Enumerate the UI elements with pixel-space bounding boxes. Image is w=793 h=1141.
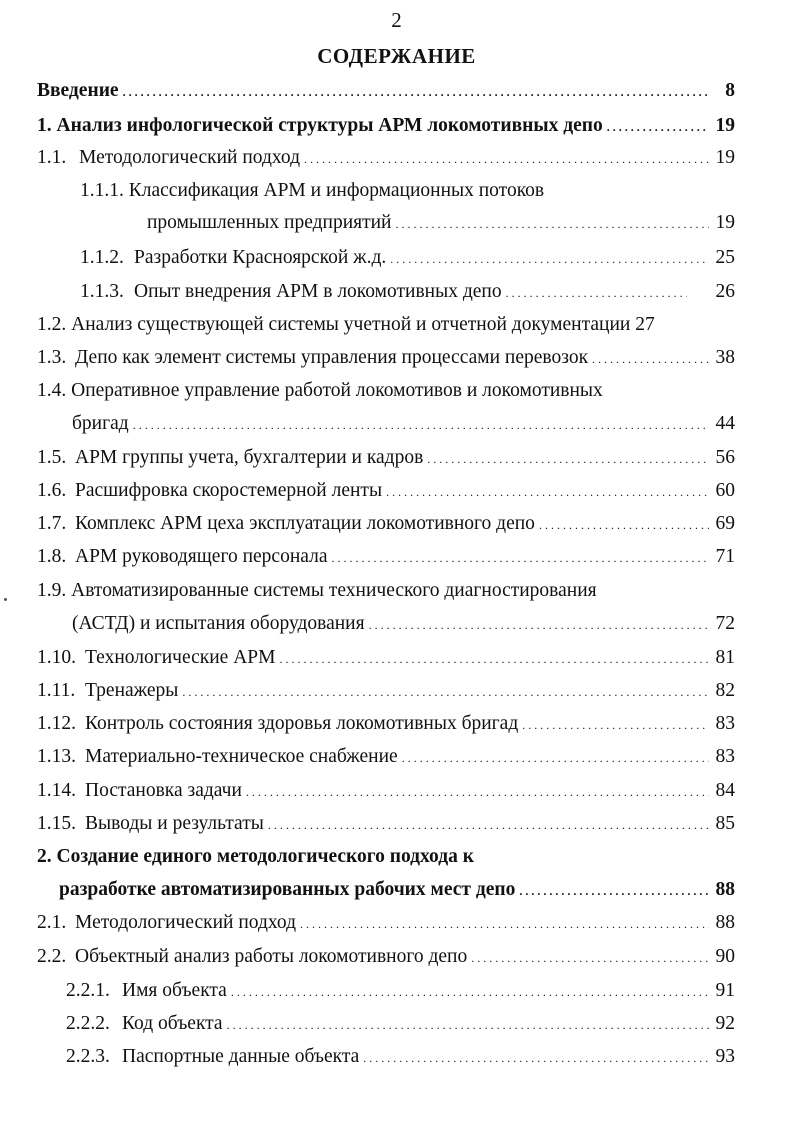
toc-entry-page: 93 <box>715 1046 735 1067</box>
toc-entry-number: 1.3. <box>37 347 67 368</box>
toc-entry-page: 19 <box>715 115 735 136</box>
toc-entry-page: 60 <box>715 480 735 501</box>
toc-entry-label: промышленных предприятий <box>147 212 392 233</box>
toc-entry-page: 44 <box>715 413 735 434</box>
toc-entry-number: 2.2.2. <box>66 1013 110 1034</box>
toc-entry-1-1-2[interactable] <box>80 247 735 269</box>
toc-entry-number: 1.1. <box>37 147 67 168</box>
toc-entry-label: Опыт внедрения АРМ в локомотивных депо <box>134 281 502 302</box>
toc-entry-page: 88 <box>715 879 735 900</box>
toc-entry-1-9[interactable] <box>72 613 735 635</box>
toc-entry-page: 71 <box>715 546 735 567</box>
scan-artifact <box>4 598 7 601</box>
toc-entry-1-1-1[interactable] <box>147 212 735 234</box>
dot-leader <box>471 946 709 968</box>
toc-entry-1-1-1-line1[interactable] <box>80 180 544 202</box>
toc-entry-page: 19 <box>715 147 735 168</box>
toc-entry-label: Материально-техническое снабжение <box>85 746 398 767</box>
dot-leader <box>363 1046 709 1068</box>
toc-entry-page: 90 <box>715 946 735 967</box>
dot-leader <box>331 546 709 568</box>
page-title: СОДЕРЖАНИЕ <box>317 44 476 68</box>
toc-entry-page: 84 <box>715 780 735 801</box>
dot-leader <box>396 212 710 234</box>
toc-entry-page: 38 <box>715 347 735 368</box>
toc-entry-label: АРМ руководящего персонала <box>75 546 328 567</box>
toc-entry-2-2-1[interactable] <box>66 980 735 1002</box>
toc-entry-2-2[interactable] <box>37 946 735 968</box>
toc-entry-1-12[interactable] <box>37 713 735 735</box>
toc-entry-number: 1.7. <box>37 513 67 534</box>
toc-entry-number: 1.8. <box>37 546 67 567</box>
toc-entry-label-line1: Автоматизированные системы технического диагностирования <box>71 580 597 601</box>
toc-entry-label: Анализ существующей системы учетной и отчетной документации <box>71 314 631 335</box>
toc-entry-number: 1.12. <box>37 713 76 734</box>
toc-entry-label-line1: Классификация АРМ и информационных потоков <box>128 180 545 201</box>
toc-entry-2-1[interactable] <box>37 912 735 934</box>
toc-entry-1-7[interactable] <box>37 513 735 535</box>
toc-entry-number: 1.15. <box>37 813 76 834</box>
toc-entry-number: 2.1. <box>37 912 67 933</box>
toc-entry-number: 1. <box>37 115 52 136</box>
toc-entry-label: Анализ инфологической структуры АРМ локомотивных депо <box>56 115 603 136</box>
toc-entry-1-1[interactable] <box>37 147 735 169</box>
toc-entry-label: Расшифровка скоростемерной ленты <box>75 480 383 501</box>
toc-entry-page: 69 <box>715 513 735 534</box>
dot-leader <box>607 115 709 137</box>
toc-entry-1-6[interactable] <box>37 480 735 502</box>
toc-entry-label-line1: Оперативное управление работой локомотивов и локомотивных <box>71 380 603 401</box>
dot-leader <box>304 147 709 169</box>
dot-leader <box>519 879 709 901</box>
toc-entry-label: Контроль состояния здоровья локомотивных бригад <box>85 713 519 734</box>
toc-entry-1-4-line1[interactable] <box>37 380 603 402</box>
toc-entry-page: 56 <box>715 447 735 468</box>
toc-entry-number: 2.2.1. <box>66 980 110 1001</box>
toc-entry-1-11[interactable] <box>37 680 735 702</box>
toc-entry-1-14[interactable] <box>37 780 735 802</box>
toc-entry-2-2-3[interactable] <box>66 1046 735 1068</box>
toc-entry-page: 88 <box>715 912 735 933</box>
toc-entry-number: 1.13. <box>37 746 76 767</box>
toc-entry-1-3[interactable] <box>37 347 735 369</box>
toc-entry-number: 1.11. <box>37 680 76 701</box>
toc-entry-number: 1.10. <box>37 647 76 668</box>
dot-leader <box>386 480 709 502</box>
toc-entry-label: Введение <box>37 80 119 101</box>
toc-entry-label: Методологический подход <box>79 147 301 168</box>
toc-entry-label: бригад <box>72 413 129 434</box>
toc-entry-label: Разработки Красноярской ж.д. <box>134 247 387 268</box>
toc-entry-page: 72 <box>715 613 735 634</box>
dot-leader <box>231 980 709 1002</box>
dot-leader <box>369 613 709 635</box>
dot-leader <box>279 647 709 669</box>
toc-entry-page: 26 <box>715 281 735 302</box>
dot-leader <box>390 247 709 269</box>
toc-entry-chapter-1[interactable] <box>37 115 735 137</box>
toc-entry-label: Паспортные данные объекта <box>122 1046 360 1067</box>
toc-entry-1-1-3[interactable] <box>80 281 735 303</box>
toc-entry-label: (АСТД) и испытания оборудования <box>72 613 365 634</box>
toc-entry-introduction[interactable] <box>37 80 735 102</box>
toc-entry-1-10[interactable] <box>37 647 735 669</box>
page-number: 2 <box>391 8 402 32</box>
toc-entry-number: 1.2. <box>37 314 67 335</box>
dot-leader <box>268 813 709 835</box>
toc-entry-label: Объектный анализ работы локомотивного депо <box>75 946 468 967</box>
dot-leader <box>506 281 687 303</box>
toc-entry-page: 83 <box>715 746 735 767</box>
toc-entry-number: 1.14. <box>37 780 76 801</box>
toc-entry-1-9-line1[interactable] <box>37 580 597 602</box>
dot-leader <box>522 713 709 735</box>
toc-entry-page: 81 <box>715 647 735 668</box>
toc-entry-number: 1.4. <box>37 380 67 401</box>
toc-entry-1-4[interactable] <box>72 413 735 435</box>
dot-leader <box>133 413 709 435</box>
dot-leader <box>539 513 709 535</box>
toc-entry-page: 85 <box>715 813 735 834</box>
toc-entry-1-15[interactable] <box>37 813 735 835</box>
toc-entry-number: 1.1.1. <box>80 180 124 201</box>
toc-entry-number: 1.5. <box>37 447 67 468</box>
toc-entry-label: АРМ группы учета, бухгалтерии и кадров <box>75 447 424 468</box>
toc-entry-number: 2. <box>37 846 52 867</box>
dot-leader <box>182 680 709 702</box>
toc-entry-label: Имя объекта <box>122 980 227 1001</box>
toc-entry-label: разработке автоматизированных рабочих мест депо <box>59 879 516 900</box>
toc-entry-number: 2.2.3. <box>66 1046 110 1067</box>
dot-leader <box>300 912 709 934</box>
toc-entry-label: Постановка задачи <box>85 780 242 801</box>
toc-entry-chapter-2[interactable] <box>59 879 735 901</box>
dot-leader <box>427 447 709 469</box>
dot-leader <box>227 1013 709 1035</box>
toc-entry-1-13[interactable] <box>37 746 735 768</box>
toc-entry-label: Депо как элемент системы управления процессами перевозок <box>75 347 589 368</box>
dot-leader <box>246 780 709 802</box>
toc-entry-label: Тренажеры <box>85 680 179 701</box>
dot-leader <box>123 80 709 102</box>
dot-leader <box>592 347 709 369</box>
toc-entry-number: 1.1.3. <box>80 281 124 302</box>
toc-entry-2-2-2[interactable] <box>66 1013 735 1035</box>
toc-entry-page: 92 <box>715 1013 735 1034</box>
toc-entry-page: 83 <box>715 713 735 734</box>
toc-entry-number: 1.9. <box>37 580 67 601</box>
toc-entry-label: Комплекс АРМ цеха эксплуатации локомотивного депо <box>75 513 535 534</box>
toc-entry-page: 19 <box>715 212 735 233</box>
toc-entry-page: 91 <box>715 980 735 1001</box>
toc-entry-page: 8 <box>725 80 735 101</box>
toc-entry-label: Методологический подход <box>75 912 297 933</box>
toc-entry-page: 82 <box>715 680 735 701</box>
dot-leader <box>402 746 709 768</box>
toc-entry-number: 2.2. <box>37 946 67 967</box>
toc-entry-label-line1: Создание единого методологического подхода к <box>56 846 474 867</box>
toc-entry-1-2[interactable] <box>37 314 655 336</box>
toc-entry-page: 27 <box>635 314 655 335</box>
toc-entry-number: 1.6. <box>37 480 67 501</box>
toc-entry-chapter-2-line1[interactable] <box>37 846 474 868</box>
toc-entry-label: Выводы и результаты <box>85 813 264 834</box>
toc-entry-number: 1.1.2. <box>80 247 124 268</box>
toc-entry-1-8[interactable] <box>37 546 735 568</box>
toc-entry-label: Технологические АРМ <box>85 647 276 668</box>
toc-entry-page: 25 <box>715 247 735 268</box>
toc-entry-1-5[interactable] <box>37 447 735 469</box>
toc-entry-label: Код объекта <box>122 1013 223 1034</box>
